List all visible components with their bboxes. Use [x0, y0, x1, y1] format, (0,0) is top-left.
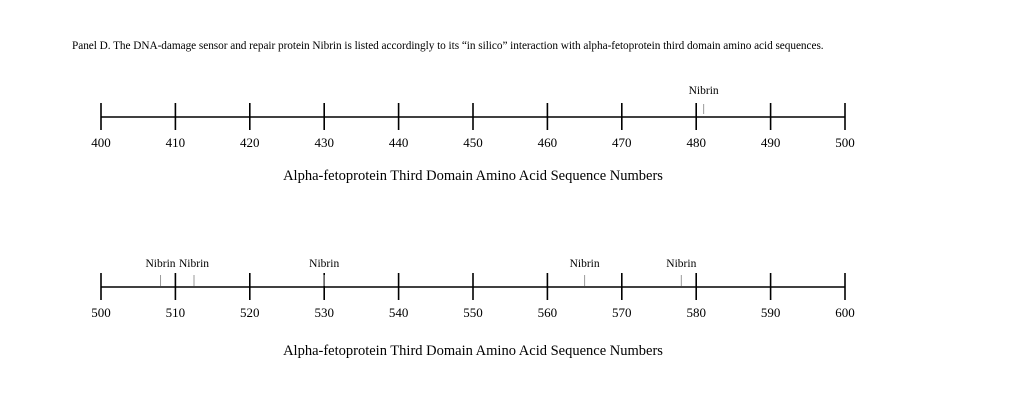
tick-label: 570: [612, 305, 632, 320]
tick-label: 590: [760, 305, 781, 320]
tick-label: 420: [240, 135, 260, 150]
tick-label: 510: [165, 305, 186, 320]
axis-title: Alpha-fetoprotein Third Domain Amino Acid Sequence Numbers: [283, 343, 663, 359]
nibrin-label: Nibrin: [178, 258, 210, 270]
nibrin-label: Nibrin: [569, 258, 600, 270]
nibrin-label: Nibrin: [666, 258, 697, 270]
sequence-scale-500-600: [91, 258, 855, 359]
tick-label: 480: [686, 135, 706, 150]
tick-label: 600: [835, 305, 855, 320]
tick-label: 550: [463, 305, 483, 320]
figure-caption: Panel D. The DNA-damage sensor and repair protein Nibrin is listed accordingly to its “in silico” interaction with alpha-fetoprotein third domain amino acid sequences.: [72, 40, 824, 52]
tick-label: 490: [760, 135, 781, 150]
tick-label: 580: [686, 305, 706, 320]
tick-label: 530: [314, 305, 334, 320]
tick-label: 440: [388, 135, 409, 150]
tick-label: 450: [463, 135, 483, 150]
tick-label: 500: [835, 135, 855, 150]
tick-label: 410: [165, 135, 186, 150]
tick-label: 400: [91, 135, 111, 150]
nibrin-label: Nibrin: [145, 258, 176, 270]
nibrin-label: Nibrin: [688, 85, 719, 97]
tick-label: 470: [612, 135, 632, 150]
tick-label: 540: [388, 305, 409, 320]
tick-label: 560: [537, 305, 558, 320]
sequence-scale-400-500: [91, 85, 855, 184]
axis-title: Alpha-fetoprotein Third Domain Amino Acid Sequence Numbers: [283, 168, 663, 184]
tick-label: 520: [240, 305, 260, 320]
tick-label: 500: [91, 305, 111, 320]
tick-label: 460: [537, 135, 558, 150]
nibrin-label: Nibrin: [309, 258, 340, 270]
tick-label: 430: [314, 135, 334, 150]
